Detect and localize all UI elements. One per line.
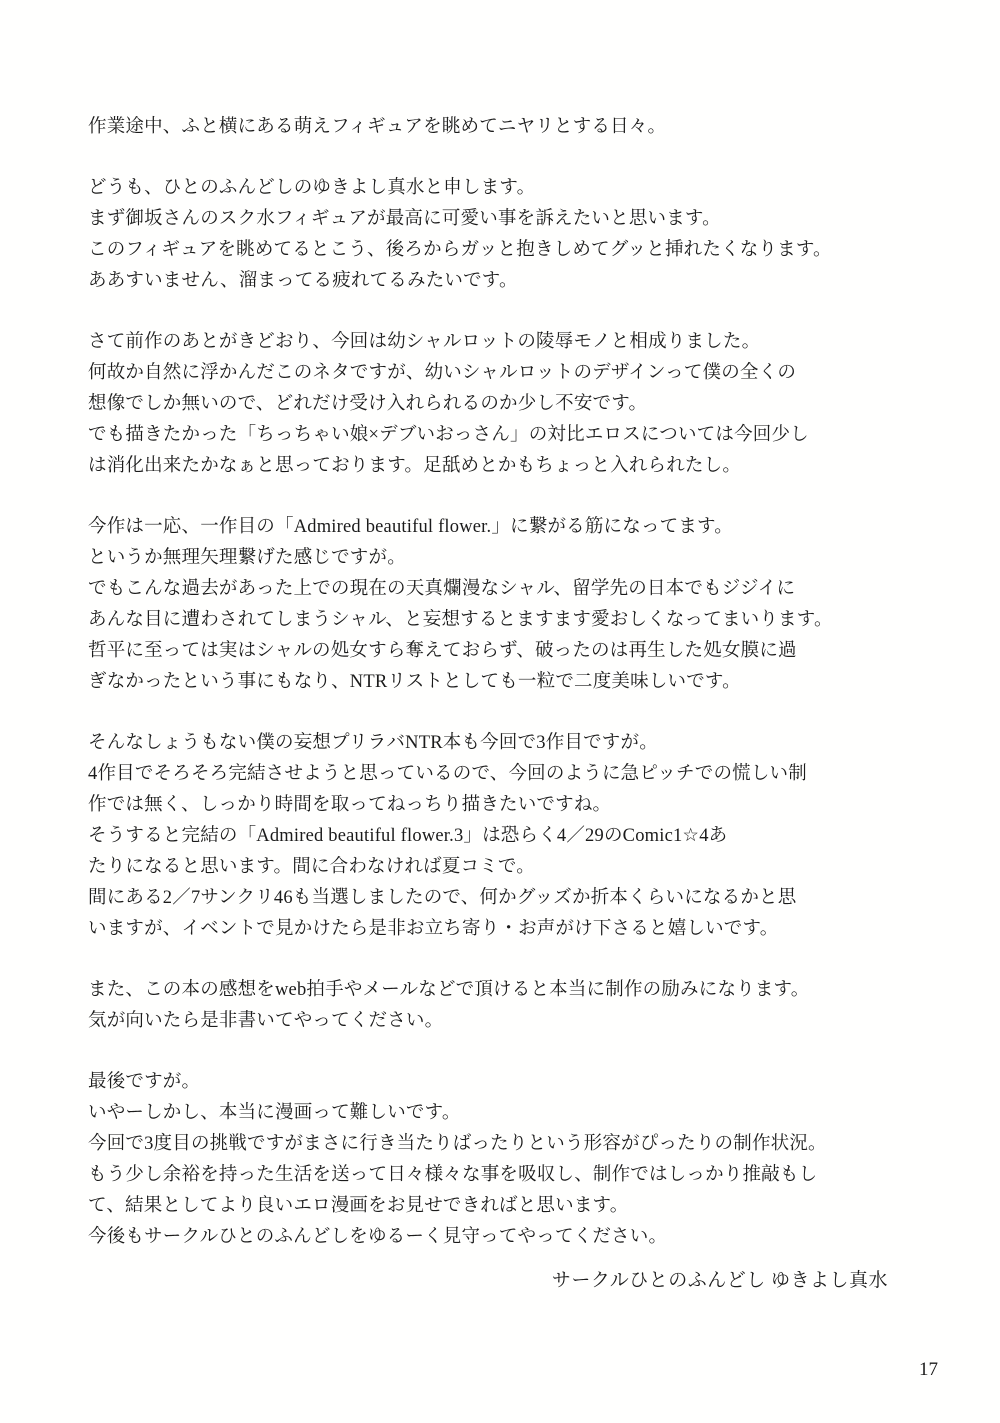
text-line: また、この本の感想をweb拍手やメールなどで頂けると本当に制作の励みになります。	[88, 980, 810, 1000]
author-signature	[88, 1265, 888, 1296]
text-line: でもこんな過去があった上での現在の天真爛漫なシャル、留学先の日本でもジジイに	[88, 579, 796, 599]
paragraph-7	[88, 1067, 888, 1253]
text-line: このフィギュアを眺めてるとこう、後ろからガッと抱きしめてグッと挿れたくなります。	[88, 240, 832, 260]
text-line: 哲平に至っては実はシャルの処女すら奪えておらず、破ったのは再生した処女膜に過	[88, 641, 797, 661]
text-line: は消化出来たかなぁと思っております。足舐めとかもちょっと入れられたし。	[88, 456, 742, 476]
text-line: もう少し余裕を持った生活を送って日々様々な事を吸収し、制作ではしっかり推敲もし	[88, 1165, 818, 1185]
text-line: そうすると完結の「Admired beautiful flower.3」は恐らく4／29のComic1☆4あ	[88, 826, 728, 846]
text-line: 作業途中、ふと横にある萌えフィギュアを眺めてニヤリとする日々。	[88, 117, 667, 137]
text-line: いますが、イベントで見かけたら是非お立ち寄り・お声がけ下さると嬉しいです。	[88, 919, 779, 939]
text-line: 想像でしか無いので、どれだけ受け入れられるのか少し不安です。	[88, 394, 648, 414]
text-line: 何故か自然に浮かんだこのネタですが、幼いシャルロットのデザインって僕の全くの	[88, 363, 797, 383]
text-line: て、結果としてより良いエロ漫画をお見せできればと思います。	[88, 1196, 629, 1216]
text-line: 間にある2／7サンクリ46も当選しましたので、何かグッズか折本くらいになるかと思	[88, 888, 797, 908]
paragraph-5	[88, 728, 888, 945]
text-line: でも描きたかった「ちっちゃい娘×デブいおっさん」の対比エロスについては今回少し	[88, 425, 809, 445]
text-line: 今作は一応、一作目の「Admired beautiful flower.」に繋がる筋になってます。	[88, 517, 733, 537]
text-line: いやーしかし、本当に漫画って難しいです。	[88, 1103, 461, 1123]
text-line: ぎなかったという事にもなり、NTRリストとしても一粒で二度美味しいです。	[88, 672, 741, 692]
page-number: 17	[919, 1359, 938, 1380]
afterword-body	[88, 112, 888, 1253]
text-line: まず御坂さんのスク水フィギュアが最高に可愛い事を訴えたいと思います。	[88, 209, 721, 229]
text-line: 4作目でそろそろ完結させようと思っているので、今回のように急ピッチでの慌しい制	[88, 764, 807, 784]
paragraph-6	[88, 975, 888, 1037]
text-line: 最後ですが。	[88, 1072, 201, 1092]
paragraph-4	[88, 512, 888, 698]
text-line: そんなしょうもない僕の妄想プリラバNTR本も今回で3作目ですが。	[88, 733, 658, 753]
paragraph-3	[88, 327, 888, 482]
paragraph-1	[88, 112, 888, 143]
text-line: というか無理矢理繋げた感じですが。	[88, 548, 406, 568]
text-line: たりになると思います。間に合わなければ夏コミで。	[88, 857, 535, 877]
text-line: さて前作のあとがきどおり、今回は幼シャルロットの陵辱モノと相成りました。	[88, 332, 761, 352]
signature-text: サークルひとのふんどし ゆきよし真水	[551, 1270, 888, 1291]
text-line: 今回で3度目の挑戦ですがまさに行き当たりばったりという形容がぴったりの制作状況。	[88, 1134, 827, 1154]
text-line: 作では無く、しっかり時間を取ってねっちり描きたいですね。	[88, 795, 612, 815]
text-line: 今後もサークルひとのふんどしをゆるーく見守ってやってください。	[88, 1227, 668, 1247]
text-line: ああすいません、溜まってる疲れてるみたいです。	[88, 271, 518, 291]
paragraph-2	[88, 173, 888, 297]
text-line: 気が向いたら是非書いてやってください。	[88, 1011, 444, 1031]
text-line: あんな目に遭わされてしまうシャル、と妄想するとますます愛おしくなってまいります。	[88, 610, 833, 630]
text-line: どうも、ひとのふんどしのゆきよし真水と申します。	[88, 178, 536, 198]
